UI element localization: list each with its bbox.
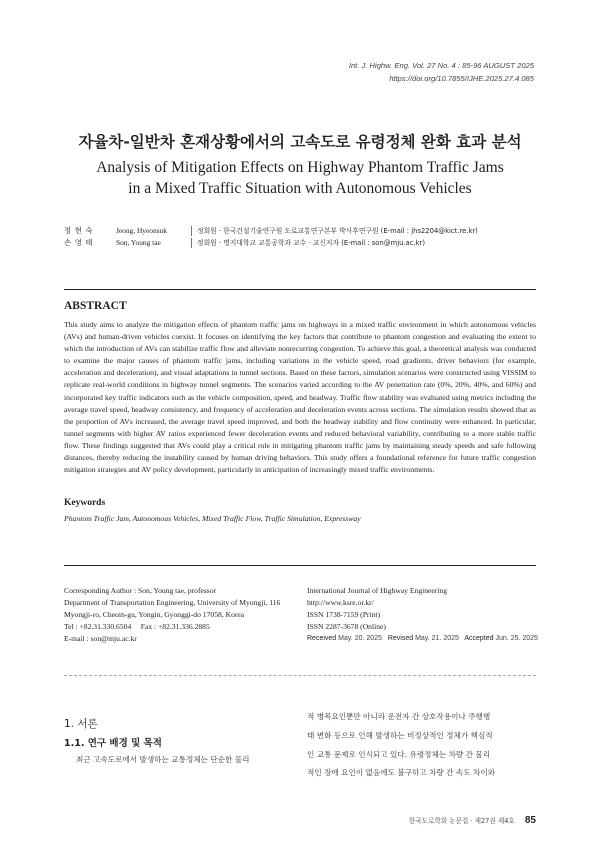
- author-name-english: Jeong, Hyeonsuk: [116, 226, 167, 235]
- body-text-left: 최근 고속도로에서 발생하는 교통정체는 단순한 물리: [76, 755, 250, 764]
- author-name-english: Son, Young tae: [116, 238, 161, 247]
- author-affiliation: 정회원 · 한국건설기술연구원 도로교통연구본부 박사후연구원 (E-mail : jhs2204@kict.re.kr): [197, 227, 478, 235]
- page-number: 85: [524, 815, 536, 826]
- correspondence-phone: Tel : +82.31.330.6504 Fax : +82.31.336.2885: [64, 622, 210, 632]
- journal-info-block: [307, 585, 542, 645]
- abstract-heading: ABSTRACT: [64, 300, 127, 312]
- abstract-bottom-rule: [64, 565, 536, 566]
- keywords-text: Phantom Traffic Jam, Autonomous Vehicles, Mixed Traffic Flow, Traffic Simulation, Expressway: [64, 514, 361, 523]
- abstract-top-rule: [64, 289, 536, 290]
- page-footer: [409, 815, 536, 826]
- correspondence-block: [64, 585, 299, 645]
- author-name-korean: 손 영 태: [64, 238, 94, 247]
- keywords-heading: Keywords: [64, 498, 106, 508]
- section-heading: 1. 서론: [64, 718, 98, 730]
- manuscript-dates: [307, 633, 542, 645]
- author-name-korean: 정 현 숙: [64, 226, 94, 235]
- body-line: 적 병목요인뿐만 아니라 운전자 간 상호작용이나 주행행: [307, 712, 491, 721]
- title-english-line2: in a Mixed Traffic Situation with Autonomous Vehicles: [128, 180, 472, 197]
- author-divider: [191, 226, 192, 236]
- journal-citation: Int. J. Highw. Eng. Vol. 27 No. 4 : 85-96 AUGUST 2025: [348, 61, 534, 70]
- revised-label: Revised: [387, 635, 414, 643]
- author-divider: [191, 238, 192, 248]
- revised-date: May. 21. 2025: [415, 635, 459, 643]
- footer-journal: 한국도로학회 논문집 · 제27권 제4호: [408, 817, 515, 825]
- author-row: [64, 225, 478, 237]
- correspondence-department: Department of Transportation Engineering, University of Myongji, 116: [64, 598, 281, 608]
- journal-name: International Journal of Highway Engineering: [307, 586, 448, 595]
- correspondence-address: Myongji-ro, Cheoin-gu, Yongin, Gyonggi-do 17058, Korea: [64, 610, 245, 620]
- accepted-label: Accepted: [464, 635, 494, 643]
- section-divider: [64, 675, 536, 676]
- journal-url[interactable]: http://www.ksre.or.kr/: [307, 598, 374, 608]
- body-line: 인 교통 문제로 인식되고 있다. 유령정체는 차량 간 물리: [307, 749, 491, 759]
- subsection-heading: 1.1. 연구 배경 및 목적: [64, 738, 162, 749]
- received-date: May. 20. 2025: [338, 635, 382, 643]
- accepted-date: Jun. 25. 2025: [495, 635, 538, 643]
- title-english-line1: Analysis of Mitigation Effects on Highway Phantom Traffic Jams: [96, 159, 504, 176]
- body-line: 태 변화 등으로 인해 발생하는 비정상적인 정체가 핵심적: [307, 730, 493, 740]
- doi-link[interactable]: https://doi.org/10.7855/IJHE.2025.27.4.085: [389, 74, 534, 83]
- abstract-text: This study aims to analyze the mitigation effects of phantom traffic jams on highways in a mixed traffic environment in which autonomous vehicles (AVs) and human-driven vehicles coexist. It focuses on identifying the key factors that contribute to phantom congestion and evaluating the extent to which the introduction of AVs can stabilize traffic flow and alleviate nonrecurring congestion. To achieve this goal, a theoretical analysis was conducted to examine the major causes of phantom traffic jams, including variations in the vehicle speed, road gradients, driver behaviors (for example, acceleration and deceleration), and visual adaptations in tunnel sections. Based on these factors, simulation scenarios were constructed using VISSIM to replicate real-world conditions in highway tunnel segments. The scenarios varied according to the AV penetration rate (0%, 20%, 40%, and 60%) and incorporated key traffic indicators such as the vehicle composition, speed, and headway. Traffic flow stability was evaluated using metrics including the average travel speed, headway consistency, and frequency of acceleration and deceleration events across sections. The simulation results showed that as the proportion of AVs increased, the average travel speed improved, and both the headway stability and flow continuity were enhanced. In particular, tunnel segments with higher AV ratios experienced fewer deceleration events and reduced behavioral variability, contributing to a more stable traffic flow. These findings suggested that AVs could play a critical role in mitigating phantom traffic jams by maintaining steady speeds and safe following distances, thereby reducing the instability caused by human driving behaviors. This study offers a foundational reference for future traffic congestion mitigation strategies and AV policy development, particularly in anticipation of increasingly mixed traffic environments.: [64, 320, 536, 475]
- title-korean: 자율차-일반차 혼재상황에서의 고속도로 유령정체 완화 효과 분석: [78, 133, 522, 151]
- correspondence-email[interactable]: E-mail : son@mju.ac.kr: [64, 634, 137, 644]
- correspondence-author: Corresponding Author : Son, Young tae, professor: [64, 586, 217, 595]
- received-label: Received: [307, 635, 337, 643]
- author-row: [64, 237, 425, 249]
- issn-print: ISSN 1738-7159 (Print): [307, 610, 380, 620]
- issn-online: ISSN 2287-3678 (Online): [307, 622, 386, 632]
- body-line: 적인 장애 요인이 없음에도 불구하고 차량 간 속도 차이와: [307, 768, 496, 778]
- author-affiliation: 정회원 · 명지대학교 교통공학과 교수 · 교신저자 (E-mail : son@mju.ac.kr): [197, 239, 425, 247]
- body-text-right: [307, 708, 537, 783]
